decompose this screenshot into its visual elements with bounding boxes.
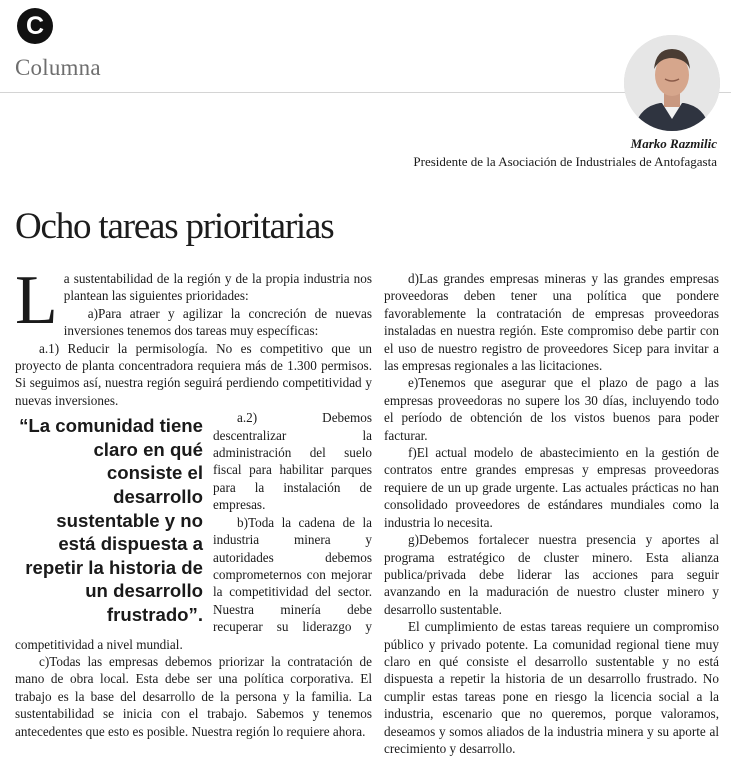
item-f: f)El actual modelo de abastecimiento en la gestión de contratos entre grandes empresas y empresas proveedoras requiere de un up grade urgente. Las actuales prácticas no han consolidado proveedores de estándares mundiales como la industria lo necesita. [384,445,719,530]
item-g: g)Debemos fortalecer nuestra presencia y aportes al programa estratégico de cluster minero. Esta alianza publica/privada debe liderar las acciones para seguir avanzando en la maduración de nuestro cluster minero y desarrollo sustentable. [384,532,719,617]
section-label: Columna [15,55,101,80]
item-d: d)Las grandes empresas mineras y las grandes empresas proveedoras deben tener una política que pondere favorablemente la contratación de empresas proveedoras instaladas en nuestra región. Este compromiso debe partir con el uso de nuestro registro de proveedores Sicep para invitar a las empresas regionales a las licitaciones. [384,271,719,374]
article-column-right [384,270,719,757]
closing-paragraph: El cumplimiento de estas tareas requiere un compromiso público y privado potente. La comunidad regional tiene muy claro en qué consiste el desarrollo sustentable y no está dispuesta a repetir la historia de un desarrollo frustrado. No cumplir estas tareas pone en riesgo la licencia social a la industria, escenario que no queremos, porque valoramos, deseamos y somos aliados de la industria minera y su aporte al crecimiento y desarrollo. [384,619,719,756]
headline: Ocho tareas prioritarias [15,206,334,247]
item-a2: a.2) Debemos descentralizar la administración del suelo fiscal para habilitar parques para la instalación de empresas. [213,410,372,513]
pull-quote: “La comunidad tiene claro en qué consiste el desarrollo sustentable y no está dispuesta a repetir la historia de un desarrollo frustrado”. [19,415,203,625]
intro-text: a sustentabilidad de la región y de la propia industria nos plantean las siguientes prioridades: [63,271,372,304]
item-a: a)Para atraer y agilizar la concreción de nuevas inversiones tenemos dos tareas muy específicas: [63,305,372,339]
item-a1: a.1) Reducir la permisología. No es competitivo que un proyecto de planta concentradora requiera más de 1.300 permisos. Si seguimos así, nuestra región seguirá perdiendo competitividad y nuevas inversiones. [15,340,372,408]
section-badge: C [17,8,53,44]
item-e: e)Tenemos que asegurar que el plazo de pago a las empresas proveedoras no supere los 30 días, incluyendo todo el período de obtención de los vistos buenos para poder facturar. [384,375,719,443]
author-role: Presidente de la Asociación de Industriales de Antofagasta [413,154,717,169]
author-photo [624,35,720,131]
header-divider [0,92,731,93]
author-name: Marko Razmilic [630,136,717,151]
item-c: c)Todas las empresas debemos priorizar la contratación de mano de obra local. Esta debe ser una política corporativa. El trabajo es la base del desarrollo de la persona y la familia. La sustentabilidad se inicia con el trabajo. Sabemos y tenemos antecedentes que esto es posible. Nuestra región lo requiere ahora. [15,653,372,739]
article-column-left [15,262,372,740]
item-b: b)Toda la cadena de la industria minera y autoridades debemos comprometernos con mejorar la competitividad del sector. Nuestra minería debe recuperar su liderazgo y competitividad a nivel mundial. [15,514,372,652]
drop-cap: L [15,262,58,339]
